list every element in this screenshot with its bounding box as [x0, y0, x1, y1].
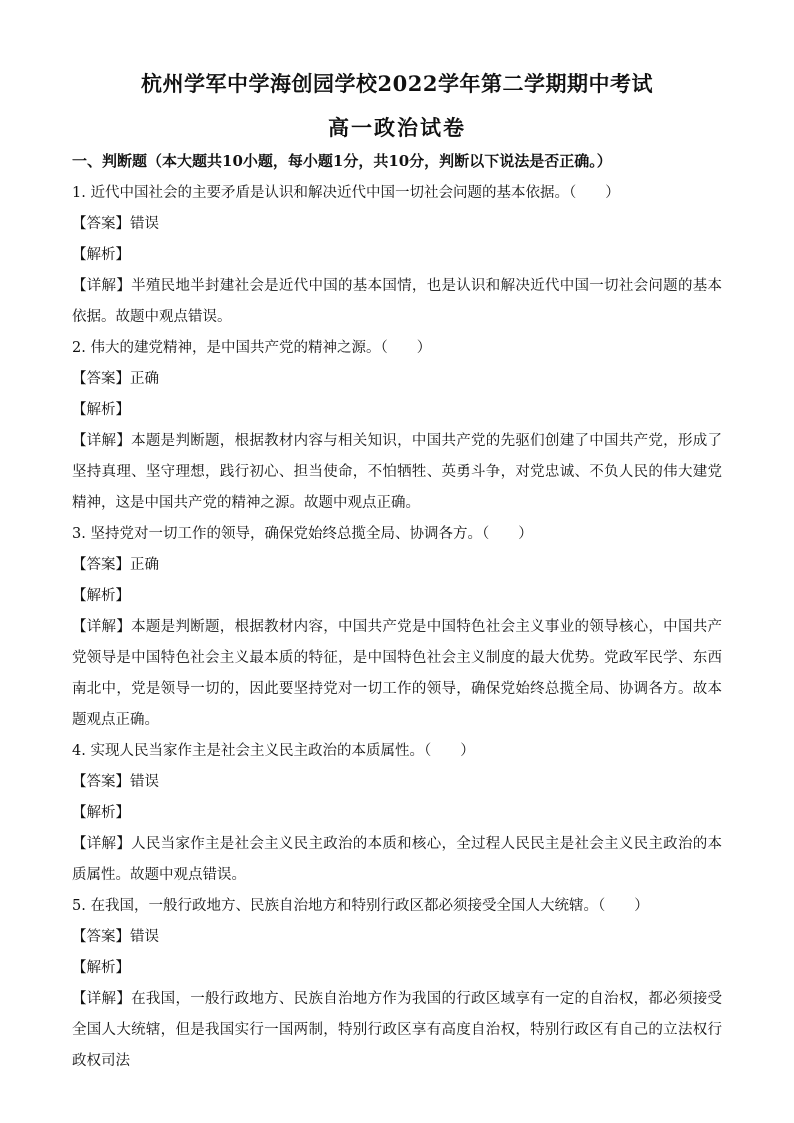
answer-label: 【答案】错误 — [72, 216, 159, 232]
question-4 — [72, 736, 722, 891]
question-2 — [72, 333, 722, 519]
question-stem: 5. 在我国，一般行政地方、民族自治地方和特别行政区都必须接受全国人大统辖。（ ） — [72, 898, 649, 914]
answer-label: 【答案】正确 — [72, 371, 159, 387]
question-stem: 4. 实现人民当家作主是社会主义民主政治的本质属性。（ ） — [72, 743, 475, 759]
section-heading: 一、判断题（本大题共10小题，每小题1分，共10分，判断以下说法是否正确。） — [72, 152, 612, 170]
answer-label: 【答案】错误 — [72, 929, 159, 945]
exam-title: 杭州学军中学海创园学校2022学年第二学期期中考试 — [141, 71, 653, 96]
analysis-label: 【解析】 — [72, 805, 130, 821]
analysis-label: 【解析】 — [72, 960, 130, 976]
question-5 — [72, 891, 722, 1077]
analysis-label: 【解析】 — [72, 247, 130, 263]
answer-label: 【答案】正确 — [72, 557, 159, 573]
question-stem: 1. 近代中国社会的主要矛盾是认识和解决近代中国一切社会问题的基本依据。（ ） — [72, 185, 620, 201]
answer-label: 【答案】错误 — [72, 774, 159, 790]
analysis-label: 【解析】 — [72, 588, 130, 604]
question-stem: 3. 坚持党对一切工作的领导，确保党始终总揽全局、协调各方。（ ） — [72, 526, 533, 542]
analysis-label: 【解析】 — [72, 402, 130, 418]
question-list — [72, 178, 722, 1077]
detail-text: 【详解】本题是判断题，根据教材内容与相关知识，中国共产党的先驱们创建了中国共产党，形成了坚持真理、坚守理想，践行初心、担当使命，不怕牺牲、英勇斗争，对党忠诚、不负人民的伟大建党精神，这是中国共产党的精神之源。故题中观点正确。 — [72, 433, 722, 511]
question-stem: 2. 伟大的建党精神，是中国共产党的精神之源。（ ） — [72, 340, 432, 356]
exam-subtitle: 高一政治试卷 — [328, 115, 466, 140]
question-1 — [72, 178, 722, 333]
detail-text: 【详解】在我国，一般行政地方、民族自治地方作为我国的行政区域享有一定的自治权，都必须接受全国人大统辖，但是我国实行一国两制，特别行政区享有高度自治权，特别行政区有自己的立法权行政权司法 — [72, 991, 722, 1069]
question-3 — [72, 519, 722, 736]
detail-text: 【详解】半殖民地半封建社会是近代中国的基本国情，也是认识和解决近代中国一切社会问题的基本依据。故题中观点错误。 — [72, 278, 722, 325]
detail-text: 【详解】人民当家作主是社会主义民主政治的本质和核心，全过程人民民主是社会主义民主政治的本质属性。故题中观点错误。 — [72, 836, 722, 883]
detail-text: 【详解】本题是判断题，根据教材内容，中国共产党是中国特色社会主义事业的领导核心，中国共产党领导是中国特色社会主义最本质的特征，是中国特色社会主义制度的最大优势。党政军民学、东西南北中，党是领导一切的，因此要坚持党对一切工作的领导，确保党始终总揽全局、协调各方。故本题观点正确。 — [72, 619, 722, 728]
